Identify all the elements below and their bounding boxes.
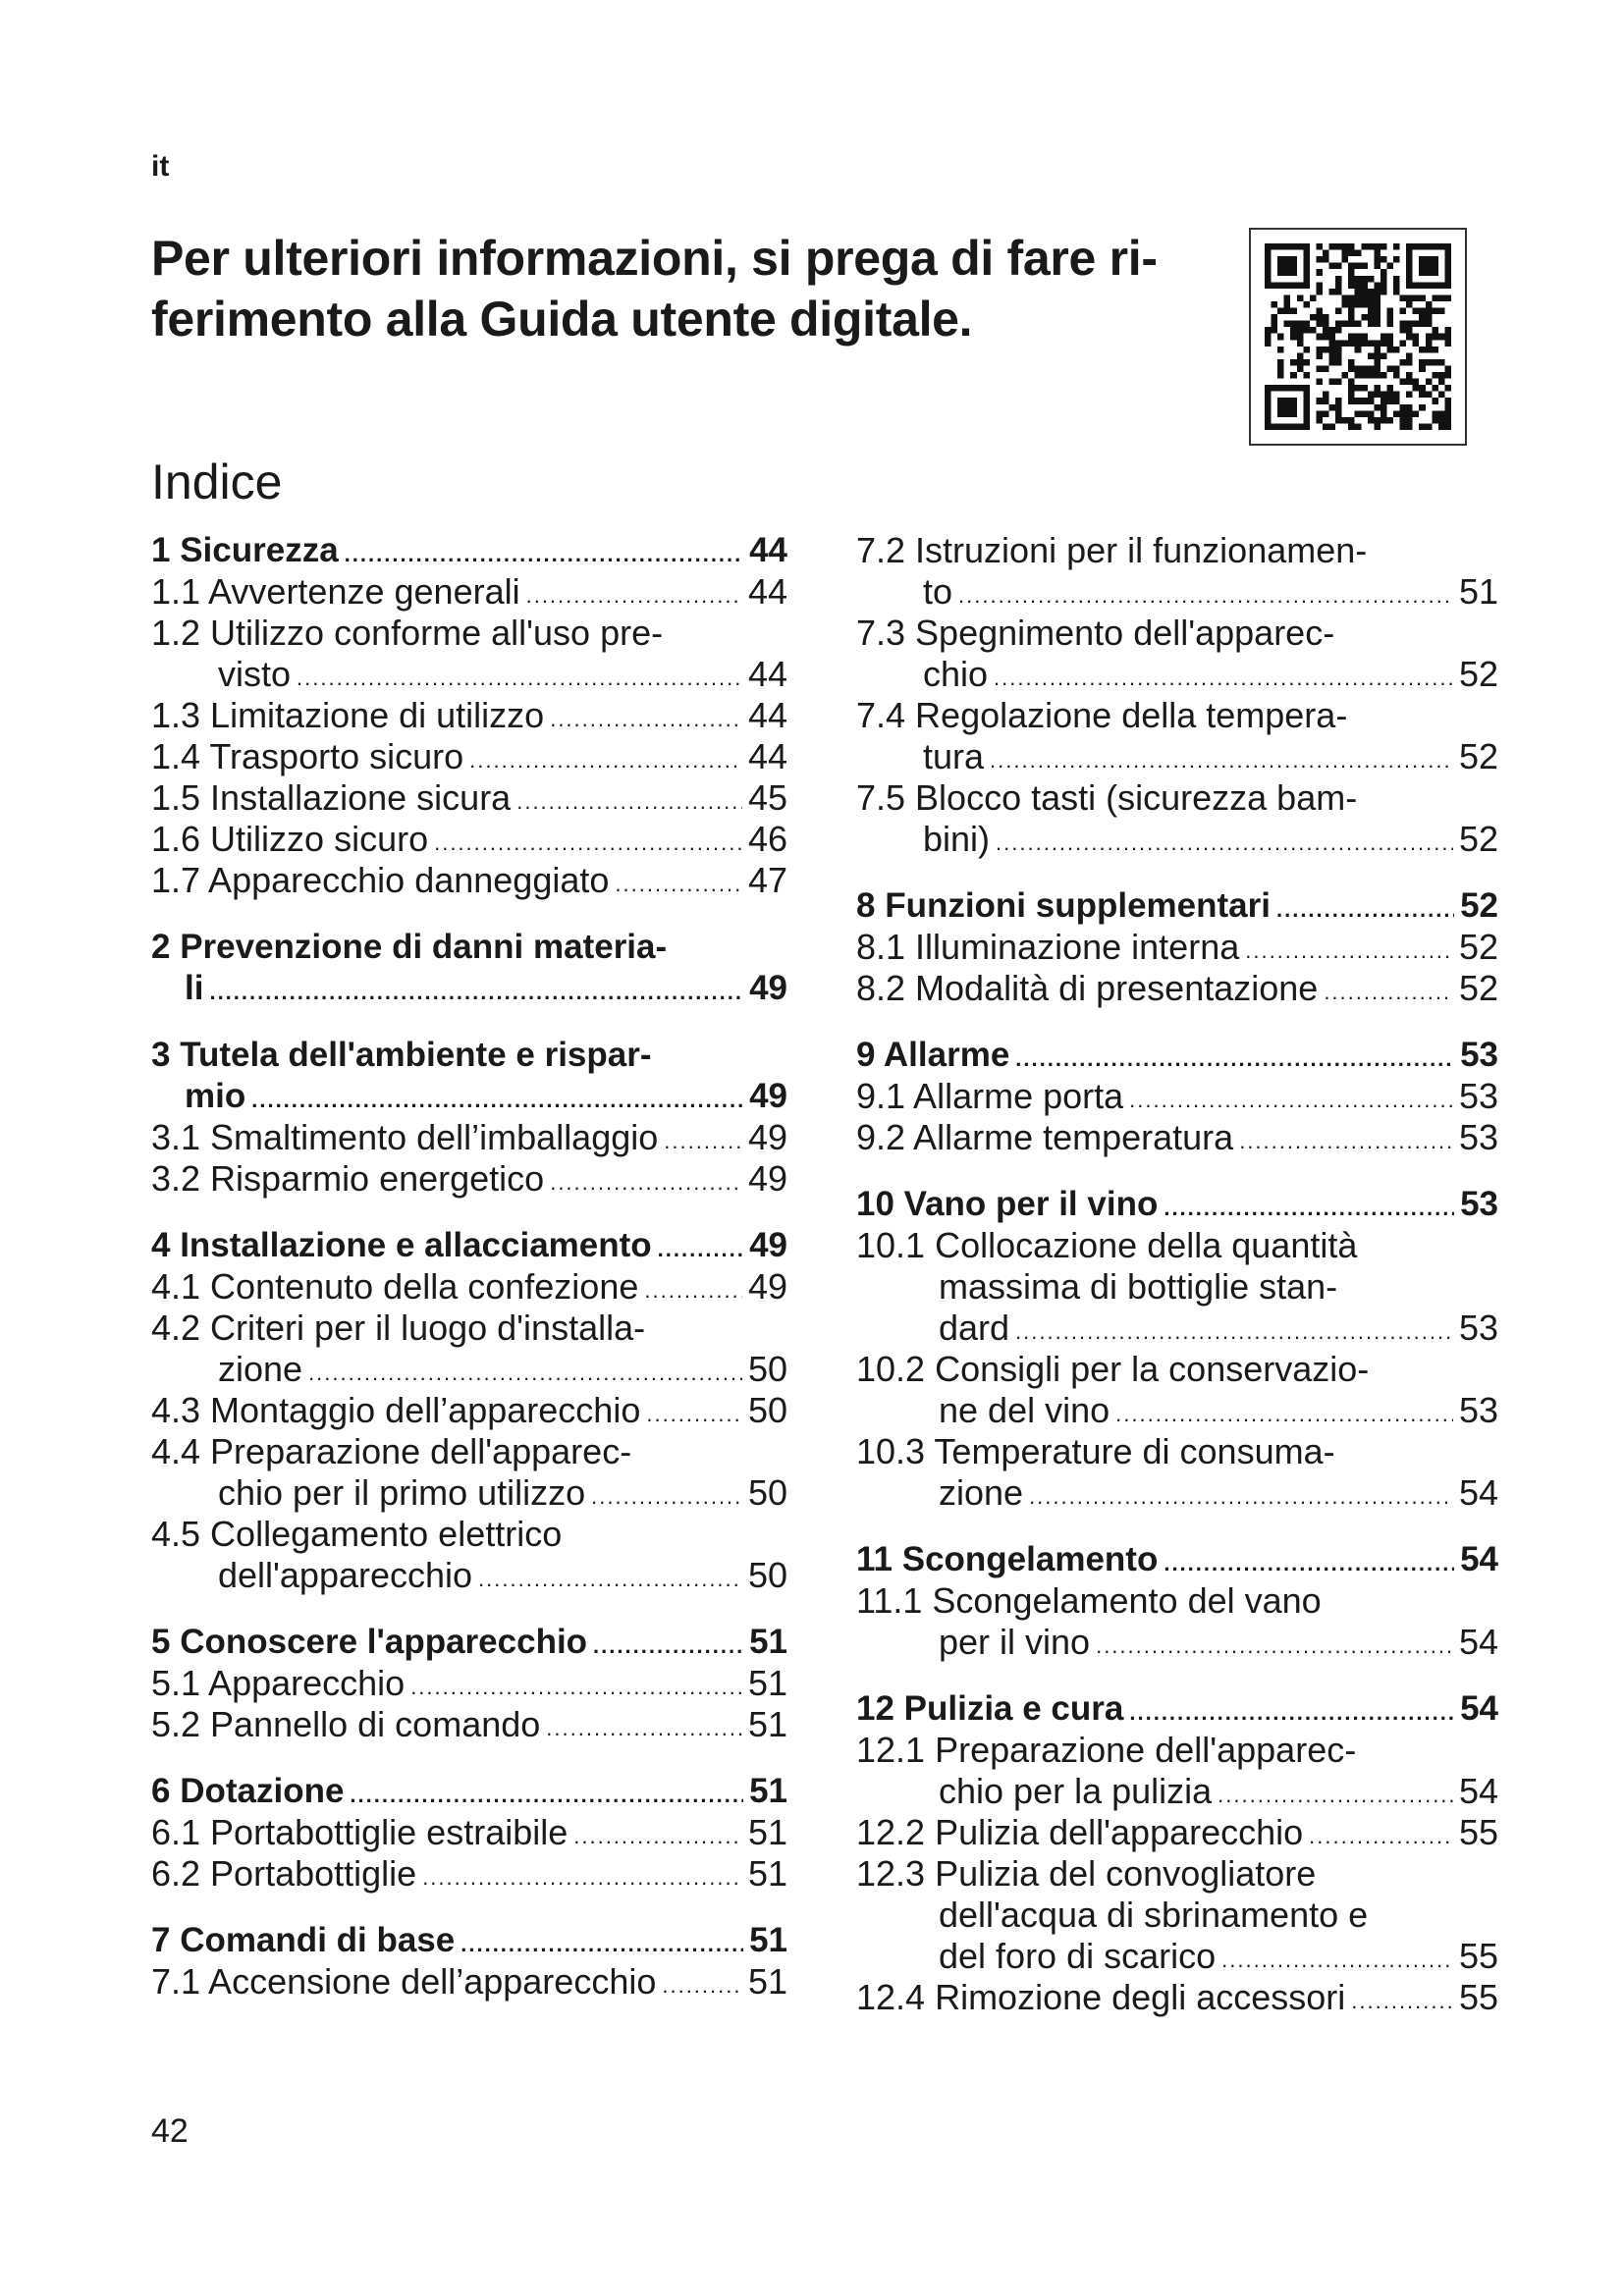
dot-leader bbox=[1129, 1704, 1454, 1722]
toc-entry-label: 7.1 Accensione dell’apparecchio bbox=[151, 1961, 657, 2002]
dot-leader bbox=[1324, 984, 1453, 1001]
toc-entry[interactable] bbox=[151, 1663, 787, 1704]
dot-leader bbox=[350, 1787, 743, 1804]
toc-page-number: 50 bbox=[747, 1349, 787, 1389]
toc-chapter[interactable] bbox=[151, 1771, 787, 1812]
dot-leader bbox=[573, 1828, 742, 1845]
dot-leader bbox=[615, 876, 742, 893]
toc-entry-label: ne del vino bbox=[939, 1390, 1110, 1430]
toc-entry-label: 4.1 Contenuto della confezione bbox=[151, 1266, 639, 1307]
toc-entry[interactable] bbox=[856, 613, 1498, 695]
toc-page-number: 53 bbox=[1458, 1117, 1498, 1157]
toc-entry-text-line: 3 Tutela dell'ambiente e rispar- bbox=[151, 1036, 652, 1074]
toc-entry-text-line: 10.2 Consigli per la conservazio- bbox=[856, 1349, 1370, 1389]
dot-leader bbox=[516, 793, 742, 811]
toc-page-number: 51 bbox=[747, 1704, 787, 1744]
toc-entry[interactable] bbox=[856, 1730, 1498, 1812]
dot-leader bbox=[646, 1406, 742, 1423]
toc-entry-text-line: 7.3 Spegnimento dell'apparec- bbox=[856, 613, 1335, 653]
toc-entry-label: del foro di scarico bbox=[939, 1936, 1217, 1976]
toc-column-right bbox=[856, 530, 1498, 2018]
dot-leader bbox=[1015, 1323, 1453, 1341]
toc-entry-text-line: 2 Prevenzione di danni materia- bbox=[151, 928, 668, 966]
toc-entry-label: 11 Scongelamento bbox=[856, 1540, 1159, 1578]
toc-page-number: 52 bbox=[1458, 819, 1498, 859]
dot-leader bbox=[994, 669, 1453, 687]
toc-chapter[interactable] bbox=[856, 1688, 1498, 1730]
toc-entry[interactable] bbox=[151, 736, 787, 777]
toc-entry-label: li bbox=[185, 969, 204, 1007]
toc-entry-label: bini) bbox=[923, 819, 991, 859]
toc-entry[interactable] bbox=[151, 1853, 787, 1895]
dot-leader bbox=[593, 1637, 743, 1655]
toc-entry-text-line: massima di bottiglie stan- bbox=[939, 1266, 1338, 1307]
toc-section bbox=[151, 1225, 787, 1596]
toc-entry-text-line: 7.5 Blocco tasti (sicurezza bam- bbox=[856, 777, 1358, 818]
toc-entry-label: dard bbox=[939, 1308, 1010, 1348]
toc-entry-label: 1.7 Apparecchio danneggiato bbox=[151, 860, 610, 900]
dot-leader bbox=[422, 1869, 742, 1887]
dot-leader bbox=[526, 587, 742, 605]
toc-chapter[interactable] bbox=[856, 1035, 1498, 1076]
toc-chapter[interactable] bbox=[151, 1622, 787, 1663]
toc-page-number: 51 bbox=[747, 1812, 787, 1852]
toc-page-number: 52 bbox=[1458, 654, 1498, 694]
dot-leader bbox=[1164, 1555, 1454, 1573]
toc-section bbox=[151, 1771, 787, 1895]
dot-leader bbox=[460, 1936, 743, 1953]
toc-page-number: 52 bbox=[1458, 927, 1498, 967]
toc-entry-label: zione bbox=[939, 1472, 1024, 1513]
headline-line-2: ferimento alla Guida utente digitale. bbox=[151, 292, 973, 347]
toc-page-number: 50 bbox=[747, 1390, 787, 1430]
toc-entry-label: tura bbox=[923, 736, 985, 776]
toc-entry-text-line: 10.1 Collocazione della quantità bbox=[856, 1225, 1358, 1265]
toc-entry[interactable] bbox=[856, 1580, 1498, 1663]
toc-entry-label: 1.1 Avvertenze generali bbox=[151, 571, 520, 612]
toc-entry-label: 6.1 Portabottiglie estraibile bbox=[151, 1812, 568, 1852]
toc-page-number: 44 bbox=[747, 736, 787, 776]
dot-leader bbox=[1276, 901, 1454, 919]
toc-entry[interactable] bbox=[151, 1961, 787, 2002]
toc-page-number: 46 bbox=[747, 819, 787, 859]
toc-section bbox=[151, 1622, 787, 1745]
dot-leader bbox=[345, 546, 743, 563]
toc-entry[interactable] bbox=[151, 613, 787, 695]
dot-leader bbox=[1218, 1787, 1453, 1804]
toc-entry[interactable] bbox=[856, 1225, 1498, 1349]
toc-page-number: 53 bbox=[1458, 1308, 1498, 1348]
toc-chapter[interactable] bbox=[151, 927, 787, 1009]
digital-guide-notice bbox=[151, 228, 1212, 349]
toc-page-number: 44 bbox=[747, 654, 787, 694]
toc-entry-label: 5.2 Pannello di comando bbox=[151, 1704, 541, 1744]
toc-entry[interactable] bbox=[856, 1977, 1498, 2018]
toc-entry-label: 12.2 Pulizia dell'apparecchio bbox=[856, 1812, 1304, 1852]
toc-entry[interactable] bbox=[151, 1514, 787, 1596]
toc-entry-label: 9.1 Allarme porta bbox=[856, 1076, 1124, 1116]
toc-section bbox=[856, 885, 1498, 1009]
toc-entry-label: 6 Dotazione bbox=[151, 1772, 345, 1810]
toc-page-number: 49 bbox=[749, 969, 787, 1007]
toc-page-number: 51 bbox=[749, 1623, 787, 1661]
dot-leader bbox=[1015, 1050, 1454, 1068]
dot-leader bbox=[550, 711, 742, 728]
dot-leader bbox=[478, 1571, 742, 1588]
toc-page-number: 54 bbox=[1458, 1622, 1498, 1662]
toc-entry-label: per il vino bbox=[939, 1622, 1091, 1662]
toc-page-number: 47 bbox=[747, 860, 787, 900]
toc-entry-label: 6.2 Portabottiglie bbox=[151, 1853, 417, 1894]
toc-page-number: 53 bbox=[1458, 1390, 1498, 1430]
toc-entry-text-line: 12.3 Pulizia del convogliatore bbox=[856, 1853, 1317, 1894]
dot-leader bbox=[550, 1174, 742, 1192]
toc-page-number: 54 bbox=[1460, 1540, 1498, 1578]
toc-chapter[interactable] bbox=[856, 1539, 1498, 1580]
toc-page-number: 51 bbox=[749, 1772, 787, 1810]
toc-entry[interactable] bbox=[151, 1431, 787, 1514]
toc-page-number: 45 bbox=[747, 777, 787, 818]
toc-entry[interactable] bbox=[151, 1812, 787, 1853]
toc-entry[interactable] bbox=[151, 1308, 787, 1390]
toc-entry-text-line: 11.1 Scongelamento del vano bbox=[856, 1580, 1322, 1621]
toc-entry[interactable] bbox=[151, 1266, 787, 1308]
toc-page-number: 54 bbox=[1460, 1689, 1498, 1728]
toc-entry-label: 9 Allarme bbox=[856, 1036, 1010, 1074]
dot-leader bbox=[1351, 1993, 1453, 2010]
toc-entry[interactable] bbox=[856, 1076, 1498, 1117]
toc-entry-label: chio per il primo utilizzo bbox=[218, 1472, 586, 1513]
dot-leader bbox=[662, 1977, 742, 1995]
toc-page-number: 54 bbox=[1458, 1771, 1498, 1811]
dot-leader bbox=[1245, 942, 1453, 960]
toc-chapter[interactable] bbox=[151, 530, 787, 571]
toc-column-left bbox=[151, 530, 787, 2002]
toc-entry-text-line: 4.2 Criteri per il luogo d'installa- bbox=[151, 1308, 646, 1348]
toc-entry-text-line: 4.5 Collegamento elettrico bbox=[151, 1514, 563, 1554]
toc-entry-label: 8.2 Modalità di presentazione bbox=[856, 968, 1319, 1008]
toc-page-number: 53 bbox=[1460, 1185, 1498, 1223]
toc-entry-text-line: 7.2 Istruzioni per il funzionamen- bbox=[856, 530, 1368, 570]
toc-entry-label: dell'apparecchio bbox=[218, 1555, 473, 1595]
toc-page-number: 52 bbox=[1458, 968, 1498, 1008]
toc-page-number: 52 bbox=[1458, 736, 1498, 776]
toc-section bbox=[856, 1688, 1498, 2018]
toc-entry-label: chio bbox=[923, 654, 989, 694]
toc-entry[interactable] bbox=[151, 695, 787, 736]
toc-entry[interactable] bbox=[856, 927, 1498, 968]
toc-entry-label: 12.4 Rimozione degli accessori bbox=[856, 1977, 1346, 2017]
toc-page-number: 50 bbox=[747, 1472, 787, 1513]
toc-page-number: 53 bbox=[1460, 1036, 1498, 1074]
toc-entry-label: 8.1 Illuminazione interna bbox=[856, 927, 1240, 967]
toc-section bbox=[856, 530, 1498, 860]
dot-leader bbox=[251, 1092, 743, 1109]
dot-leader bbox=[1115, 1406, 1453, 1423]
toc-entry[interactable] bbox=[151, 1117, 787, 1158]
toc-entry-label: 1 Sicurezza bbox=[151, 531, 339, 569]
toc-chapter[interactable] bbox=[151, 1035, 787, 1117]
toc-entry-label: 4.3 Montaggio dell’apparecchio bbox=[151, 1390, 641, 1430]
toc-entry[interactable] bbox=[151, 1158, 787, 1200]
page-number: 42 bbox=[151, 2112, 189, 2150]
toc-entry-label: 1.5 Installazione sicura bbox=[151, 777, 512, 818]
dot-leader bbox=[1164, 1200, 1454, 1217]
toc-page-number: 55 bbox=[1458, 1812, 1498, 1852]
dot-leader bbox=[958, 587, 1453, 605]
dot-leader bbox=[658, 1241, 743, 1258]
language-code: it bbox=[151, 150, 170, 183]
toc-section bbox=[151, 1035, 787, 1200]
toc-page-number: 54 bbox=[1458, 1472, 1498, 1513]
toc-entry[interactable] bbox=[856, 1431, 1498, 1514]
toc-entry[interactable] bbox=[856, 695, 1498, 777]
toc-page-number: 51 bbox=[749, 1921, 787, 1959]
toc-chapter[interactable] bbox=[151, 1225, 787, 1266]
toc-page-number: 49 bbox=[747, 1117, 787, 1157]
toc-entry-label: 4 Installazione e allacciamento bbox=[151, 1226, 652, 1264]
toc-entry[interactable] bbox=[856, 968, 1498, 1009]
dot-leader bbox=[1029, 1488, 1453, 1506]
toc-entry[interactable] bbox=[151, 860, 787, 901]
toc-entry[interactable] bbox=[856, 1853, 1498, 1977]
toc-entry-label: 5 Conoscere l'apparecchio bbox=[151, 1623, 588, 1661]
toc-chapter[interactable] bbox=[151, 1920, 787, 1961]
toc-entry[interactable] bbox=[151, 1390, 787, 1431]
headline-line-1: Per ulteriori informazioni, si prega di fare ri- bbox=[151, 231, 1158, 286]
toc-title: Indice bbox=[151, 454, 283, 509]
dot-leader bbox=[1129, 1092, 1453, 1109]
toc-page-number: 51 bbox=[747, 1961, 787, 2002]
toc-entry-label: 10 Vano per il vino bbox=[856, 1185, 1159, 1223]
dot-leader bbox=[410, 1679, 742, 1696]
toc-entry-label: 8 Funzioni supplementari bbox=[856, 886, 1271, 925]
toc-entry-label: 12 Pulizia e cura bbox=[856, 1689, 1124, 1728]
toc-page-number: 44 bbox=[747, 695, 787, 735]
toc-entry-text-line: 4.4 Preparazione dell'apparec- bbox=[151, 1431, 632, 1471]
dot-leader bbox=[1239, 1133, 1453, 1150]
qr-code-icon bbox=[1249, 228, 1467, 446]
toc-entry[interactable] bbox=[856, 530, 1498, 613]
toc-page-number: 49 bbox=[749, 1226, 787, 1264]
toc-page-number: 51 bbox=[747, 1663, 787, 1703]
toc-entry-label: zione bbox=[218, 1349, 303, 1389]
toc-section bbox=[151, 927, 787, 1009]
toc-entry-label: 9.2 Allarme temperatura bbox=[856, 1117, 1234, 1157]
dot-leader bbox=[469, 752, 742, 770]
toc-entry[interactable] bbox=[856, 777, 1498, 860]
dot-leader bbox=[209, 984, 743, 1001]
dot-leader bbox=[996, 834, 1453, 852]
toc-entry[interactable] bbox=[151, 1704, 787, 1745]
toc-entry-label: 1.6 Utilizzo sicuro bbox=[151, 819, 429, 859]
toc-page-number: 55 bbox=[1458, 1977, 1498, 2017]
toc-entry-label: 3.1 Smaltimento dell’imballaggio bbox=[151, 1117, 659, 1157]
toc-entry[interactable] bbox=[856, 1349, 1498, 1431]
toc-entry-label: 1.3 Limitazione di utilizzo bbox=[151, 695, 545, 735]
toc-page-number: 44 bbox=[749, 531, 787, 569]
toc-page-number: 51 bbox=[747, 1853, 787, 1894]
toc-entry[interactable] bbox=[151, 819, 787, 860]
toc-chapter[interactable] bbox=[856, 1184, 1498, 1225]
toc-entry[interactable] bbox=[856, 1812, 1498, 1853]
dot-leader bbox=[434, 834, 742, 852]
toc-entry[interactable] bbox=[151, 777, 787, 819]
dot-leader bbox=[644, 1282, 742, 1300]
toc-entry[interactable] bbox=[151, 571, 787, 613]
toc-page-number: 44 bbox=[747, 571, 787, 612]
toc-section bbox=[856, 1035, 1498, 1158]
toc-entry-label: 7 Comandi di base bbox=[151, 1921, 456, 1959]
toc-page-number: 50 bbox=[747, 1555, 787, 1595]
toc-page-number: 49 bbox=[749, 1077, 787, 1115]
toc-section bbox=[856, 1184, 1498, 1514]
toc-entry-text-line: dell'acqua di sbrinamento e bbox=[939, 1895, 1369, 1935]
toc-entry-label: to bbox=[923, 571, 953, 612]
toc-entry-text-line: 7.4 Regolazione della tempera- bbox=[856, 695, 1348, 735]
dot-leader bbox=[546, 1720, 742, 1737]
toc-entry-label: 3.2 Risparmio energetico bbox=[151, 1158, 545, 1199]
toc-page-number: 52 bbox=[1460, 886, 1498, 925]
toc-section bbox=[151, 530, 787, 901]
toc-page-number: 51 bbox=[1458, 571, 1498, 612]
dot-leader bbox=[297, 669, 742, 687]
toc-entry-text-line: 10.3 Temperature di consuma- bbox=[856, 1431, 1335, 1471]
toc-page-number: 49 bbox=[747, 1158, 787, 1199]
toc-section bbox=[151, 1920, 787, 2002]
toc-chapter[interactable] bbox=[856, 885, 1498, 927]
toc-page-number: 49 bbox=[747, 1266, 787, 1307]
toc-section bbox=[856, 1539, 1498, 1663]
toc-entry[interactable] bbox=[856, 1117, 1498, 1158]
toc-entry-label: mio bbox=[185, 1077, 246, 1115]
toc-page-number: 53 bbox=[1458, 1076, 1498, 1116]
dot-leader bbox=[1096, 1637, 1453, 1655]
dot-leader bbox=[1309, 1828, 1453, 1845]
toc-page-number: 55 bbox=[1458, 1936, 1498, 1976]
toc-entry-label: visto bbox=[218, 654, 292, 694]
toc-entry-text-line: 12.1 Preparazione dell'apparec- bbox=[856, 1730, 1357, 1770]
toc-entry-text-line: 1.2 Utilizzo conforme all'uso pre- bbox=[151, 613, 664, 653]
toc-entry-label: 5.1 Apparecchio bbox=[151, 1663, 406, 1703]
dot-leader bbox=[990, 752, 1453, 770]
toc-entry-label: chio per la pulizia bbox=[939, 1771, 1213, 1811]
dot-leader bbox=[308, 1364, 742, 1382]
dot-leader bbox=[664, 1133, 742, 1150]
toc-entry-label: 1.4 Trasporto sicuro bbox=[151, 736, 464, 776]
dot-leader bbox=[1221, 1951, 1453, 1969]
dot-leader bbox=[591, 1488, 742, 1506]
